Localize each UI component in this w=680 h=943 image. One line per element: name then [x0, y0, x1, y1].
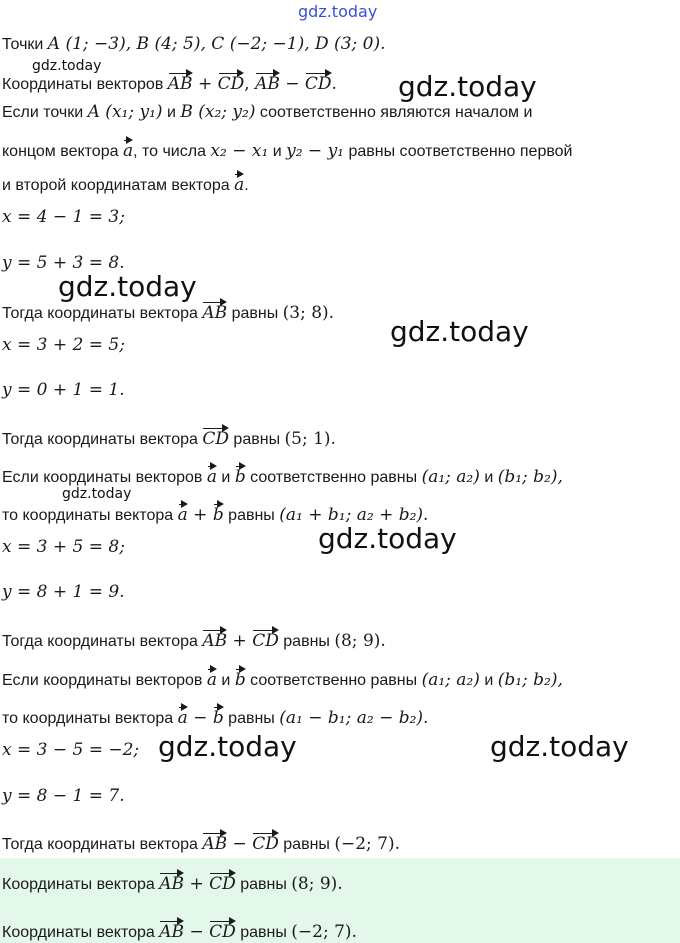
equation-x-sum: x = 3 + 5 = 8;	[2, 537, 125, 557]
equation-y-sum: y = 8 + 1 = 9.	[2, 582, 125, 602]
vector-b: b	[213, 501, 224, 525]
text: соответственно равны	[245, 672, 422, 689]
vector-ab: AB	[255, 70, 280, 94]
equation-x-diff: x = 3 − 5 = −2;	[2, 740, 140, 760]
vector-cd: CD	[218, 70, 245, 94]
op: −	[227, 834, 253, 854]
vector-ab: AB	[159, 918, 184, 942]
vector-b: b	[213, 704, 224, 728]
vector-cd: CD	[202, 425, 229, 449]
text: и	[162, 104, 181, 121]
text: равны	[223, 710, 280, 727]
vector-ab: AB	[202, 299, 227, 323]
text: Тогда координаты вектора	[2, 305, 203, 322]
result-cd	[2, 425, 336, 450]
op: −	[184, 922, 210, 942]
watermark-6: gdz.today	[490, 730, 629, 763]
text: концом вектора	[2, 143, 123, 160]
text: Если координаты векторов	[2, 469, 207, 486]
sep: ,	[244, 74, 256, 94]
math: (a₁ + b₁; a₂ + b₂).	[279, 505, 429, 525]
math: (a₁; a₂)	[421, 467, 480, 487]
math: (a₁ − b₁; a₂ − b₂).	[279, 708, 429, 728]
vector-a: a	[178, 704, 188, 728]
result-ab	[2, 299, 334, 324]
vector-b: b	[235, 463, 246, 487]
op: +	[184, 874, 210, 894]
text: равны	[235, 924, 292, 941]
math: A (x₁; y₁)	[87, 102, 163, 122]
vector-ab: AB	[168, 70, 193, 94]
sep: .	[331, 74, 337, 94]
points-math: A (1; −3), B (4; 5), C (−2; −1), D (3; 0).	[47, 34, 386, 54]
watermark-3: gdz.today	[390, 315, 529, 348]
text: соответственно являются началом и	[255, 104, 533, 121]
diff-rule-line-2	[2, 704, 428, 729]
vector-cd: CD	[252, 627, 279, 651]
math: B (x₂; y₂)	[180, 102, 256, 122]
equation-y-ab: y = 5 + 3 = 8.	[2, 253, 125, 273]
text: и	[479, 469, 498, 486]
watermark-2: gdz.today	[58, 270, 197, 303]
vector-a: a	[123, 137, 133, 161]
text: равны	[228, 431, 285, 448]
op: +	[227, 631, 253, 651]
equation-y-diff: y = 8 − 1 = 7.	[2, 786, 125, 806]
answer-sum	[2, 870, 343, 895]
vector-a: a	[207, 666, 217, 690]
text: и	[216, 672, 235, 689]
text: соответственно равны	[245, 469, 422, 486]
equation-x-cd: x = 3 + 2 = 5;	[2, 335, 125, 355]
watermark-small-2: gdz.today	[62, 486, 132, 502]
sum-rule-line-2	[2, 501, 428, 526]
vector-cd: CD	[305, 70, 332, 94]
rule-line-3	[2, 171, 249, 196]
text: Если точки	[2, 104, 88, 121]
watermark-top: gdz.today	[298, 2, 378, 21]
text: Тогда координаты вектора	[2, 633, 203, 650]
text: Тогда координаты вектора	[2, 431, 203, 448]
points-line	[2, 34, 386, 55]
text: и	[268, 143, 287, 160]
vector-a: a	[234, 171, 244, 195]
text: равны	[227, 305, 283, 322]
op: +	[192, 74, 218, 94]
text: равны	[278, 633, 335, 650]
text: равны	[278, 836, 335, 853]
watermark-small-1: gdz.today	[32, 58, 102, 74]
text: .	[244, 177, 249, 194]
vector-b: b	[235, 666, 246, 690]
vector-a: a	[207, 463, 217, 487]
vector-a: a	[178, 501, 188, 525]
text: и	[479, 672, 498, 689]
text: равны соответственно первой	[344, 143, 573, 160]
vector-ab: AB	[202, 627, 227, 651]
equation-x-ab: x = 4 − 1 = 3;	[2, 207, 125, 227]
math: x₂ − x₁	[210, 141, 269, 161]
math: (a₁; a₂)	[421, 670, 480, 690]
vector-cd: CD	[209, 918, 236, 942]
text: , то числа	[133, 143, 211, 160]
op: −	[187, 708, 213, 728]
math: (−2; 7).	[291, 922, 357, 942]
math: y₂ − y₁	[286, 141, 344, 161]
watermark-4: gdz.today	[318, 522, 457, 555]
vector-ab: AB	[202, 830, 227, 854]
text: равны	[223, 507, 280, 524]
text: Точки	[2, 36, 48, 53]
task-line	[2, 70, 337, 95]
math: (8; 9).	[291, 874, 343, 894]
equation-y-cd: y = 0 + 1 = 1.	[2, 380, 125, 400]
vector-ab: AB	[159, 870, 184, 894]
text: Координаты вектора	[2, 876, 160, 893]
result-sum	[2, 627, 386, 652]
vector-cd: CD	[252, 830, 279, 854]
diff-rule-line-1	[2, 666, 563, 691]
text: равны	[235, 876, 292, 893]
math: (8; 9).	[334, 631, 386, 651]
text: Тогда координаты вектора	[2, 836, 203, 853]
math: (5; 1).	[284, 429, 336, 449]
op: +	[187, 505, 213, 525]
op: −	[279, 74, 305, 94]
text: Координаты векторов	[2, 76, 168, 93]
text: и	[216, 469, 235, 486]
text: то координаты вектора	[2, 507, 178, 524]
math: (−2; 7).	[334, 834, 401, 854]
rule-line-1	[2, 102, 532, 123]
math: (3; 8).	[282, 303, 335, 323]
text: то координаты вектора	[2, 710, 178, 727]
result-diff	[2, 830, 400, 855]
math: (b₁; b₂),	[497, 467, 563, 487]
watermark-1: gdz.today	[398, 70, 537, 103]
vector-cd: CD	[209, 870, 236, 894]
text: и второй координатам вектора	[2, 177, 235, 194]
answer-diff	[2, 918, 357, 943]
math: (b₁; b₂),	[497, 670, 563, 690]
rule-line-2	[2, 137, 573, 162]
watermark-5: gdz.today	[158, 730, 297, 763]
text: Если координаты векторов	[2, 672, 207, 689]
sum-rule-line-1	[2, 463, 563, 488]
text: Координаты вектора	[2, 924, 160, 941]
